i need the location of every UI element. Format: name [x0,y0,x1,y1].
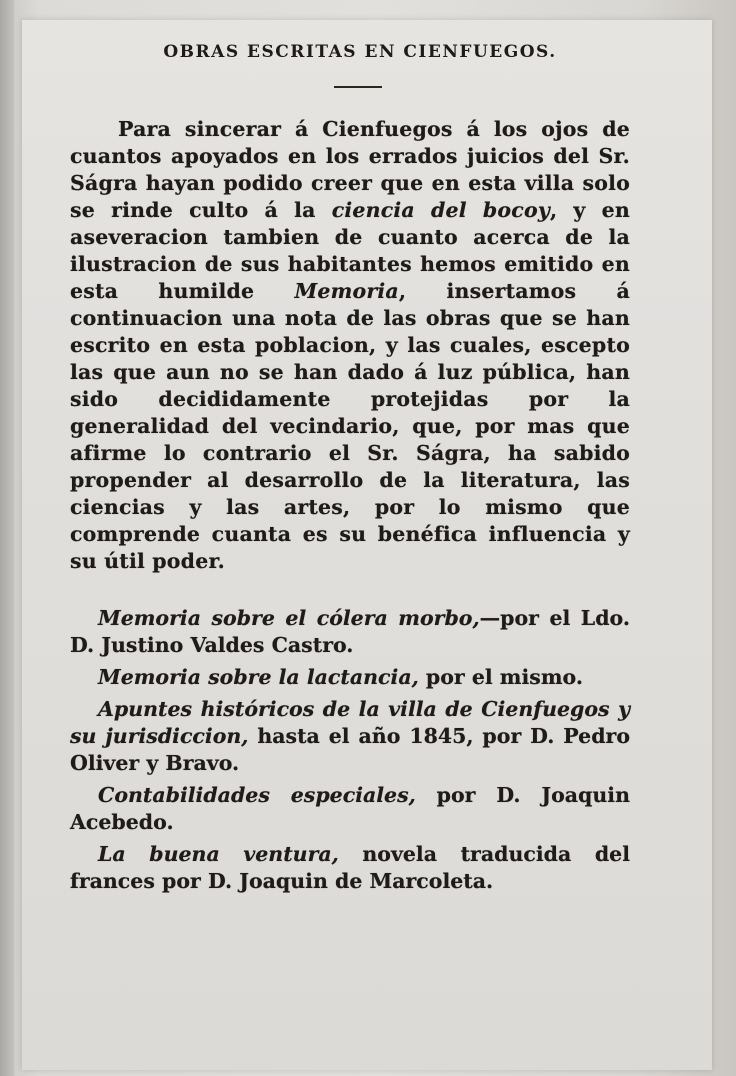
work-author: por el mismo. [418,665,583,689]
work-author: por D. Joaquin Acebedo. [70,783,630,834]
work-entry [70,782,630,836]
intro-text-2: , y en aseveracion tambien de cuanto acerca de la ilustracion de sus habitantes hemos emitido en esta humilde [70,198,630,303]
work-author: —por el Ldo. D. Justino Valdes Castro. [70,606,630,657]
intro-paragraph [70,116,630,575]
title-divider [334,86,382,88]
work-title: Memoria sobre el cólera morbo, [98,606,480,630]
work-title: Contabilidades especiales, [98,783,416,807]
work-entry [70,841,630,895]
work-title: Memoria sobre la lactancia, [98,665,419,689]
work-entry [70,664,630,691]
work-entry [70,605,630,659]
work-title: La buena ventura, [98,842,339,866]
work-entry [70,696,630,777]
printed-text-block [70,42,630,900]
intro-text-1: Para sincerar á Cienfuegos á los ojos de cuantos apoyados en los errados juicios del Sr. Ságra hayan podido creer que en esta villa solo se rinde culto á la [70,117,630,222]
work-author: novela traducida del frances por D. Joaquin de Marcoleta. [70,842,630,893]
page-title: OBRAS ESCRITAS EN CIENFUEGOS. [163,42,557,62]
work-title: Apuntes históricos de la villa de Cienfuegos y su jurisdiccion, [70,697,630,748]
intro-emphasis-2: Memoria [294,279,399,303]
work-author: hasta el año 1845, por D. Pedro Oliver y Bravo. [70,724,631,775]
intro-emphasis-1: ciencia del bocoy [331,198,550,222]
intro-text-3: , insertamos á continuacion una nota de las obras que se han escrito en esta poblacion, y las cuales, escepto las que aun no se han dado á luz pública, han sido decididamente protejidas por la generalidad del vecindario, que, por mas que afirme lo contrario el Sr. Ságra, ha sabido propender al desarrollo de la literatura, las ciencias y las artes, por lo mismo que comprende cuanta es su benéfica influencia y su útil poder. [70,279,630,573]
book-spine-edge [0,0,14,1076]
works-list [70,605,630,895]
